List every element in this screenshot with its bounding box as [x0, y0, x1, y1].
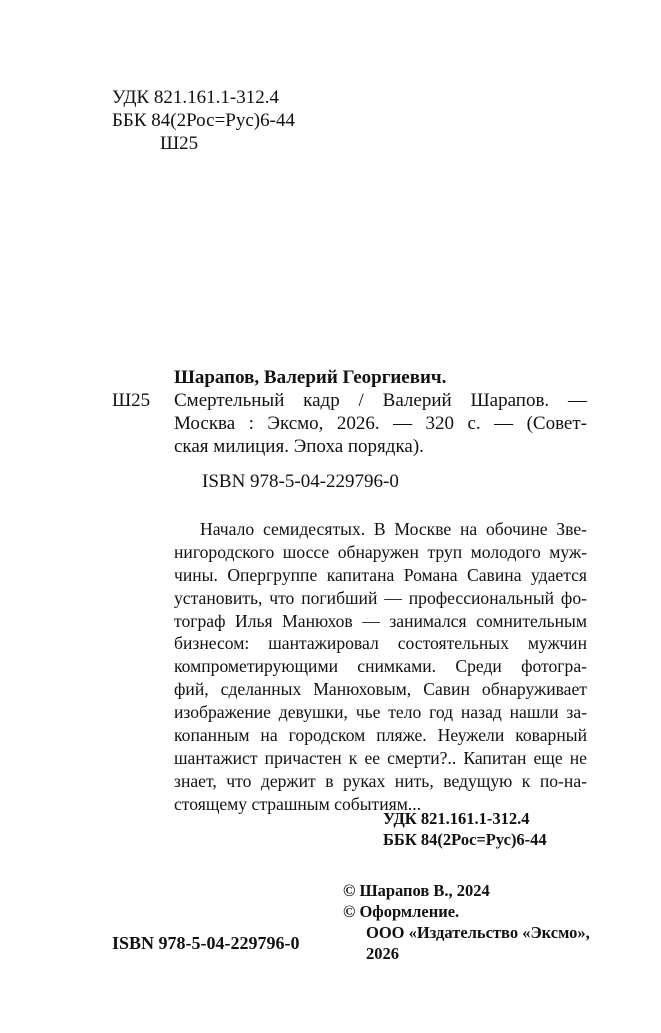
- publisher-year: 2026: [366, 944, 399, 963]
- description-line-2: Москва : Эксмо, 2026. — 320 с. — (Совет-: [174, 413, 587, 434]
- annotation-line: фий, сделанных Манюховым, Савин обнаруживает: [174, 679, 587, 700]
- copyright-author: © Шарапов В., 2024: [343, 881, 490, 900]
- description-line-3: ская милиция. Эпоха порядка).: [174, 436, 424, 457]
- annotation-line: тограф Илья Манюхов — занимался сомнительным: [174, 610, 587, 631]
- author-sign-top: Ш25: [160, 133, 199, 154]
- annotation-line: бизнесом: шантажировал состоятельных мужчин: [174, 633, 587, 654]
- bbk-code-bold: ББК 84(2Рос=Рус)6-44: [383, 830, 547, 849]
- udk-code: УДК 821.161.1-312.4: [112, 87, 279, 108]
- record-isbn: ISBN 978-5-04-229796-0: [202, 471, 399, 492]
- udk-code-bold: УДК 821.161.1-312.4: [383, 809, 530, 828]
- annotation-line: компрометирующими снимками. Среди фотогра-: [174, 656, 587, 677]
- copyright-design: © Оформление.: [343, 902, 460, 921]
- annotation-line: чины. Опергруппе капитана Романа Савина удается: [174, 564, 587, 585]
- annotation-line: установить, что погибший — профессиональный фо-: [174, 587, 587, 608]
- annotation-line: изображение девушки, чье тело год назад нашли за-: [174, 702, 587, 723]
- description-line-1: Смертельный кадр / Валерий Шарапов. —: [174, 390, 587, 411]
- publisher-name: ООО «Издательство «Эксмо»,: [366, 923, 590, 942]
- footer-isbn: ISBN 978-5-04-229796-0: [112, 933, 300, 953]
- annotation: [174, 518, 587, 816]
- annotation-line: стоящему страшным событиям...: [174, 793, 422, 814]
- author-heading: Шарапов, Валерий Георгиевич.: [174, 367, 447, 388]
- annotation-line: шантажист причастен к ее смерти?.. Капитан еще не: [174, 747, 587, 768]
- annotation-line: копанным на городском пляже. Неужели коварный: [174, 725, 587, 746]
- annotation-line: нигородского шоссе обнаружен труп молодого муж-: [174, 541, 587, 562]
- author-sign-record: Ш25: [112, 390, 151, 411]
- bbk-code: ББК 84(2Рос=Рус)6-44: [112, 110, 295, 131]
- annotation-line: знает, что держит в руках нить, ведущую к по-на-: [174, 770, 587, 791]
- annotation-line: Начало семидесятых. В Москве на обочине Зве-: [200, 519, 587, 539]
